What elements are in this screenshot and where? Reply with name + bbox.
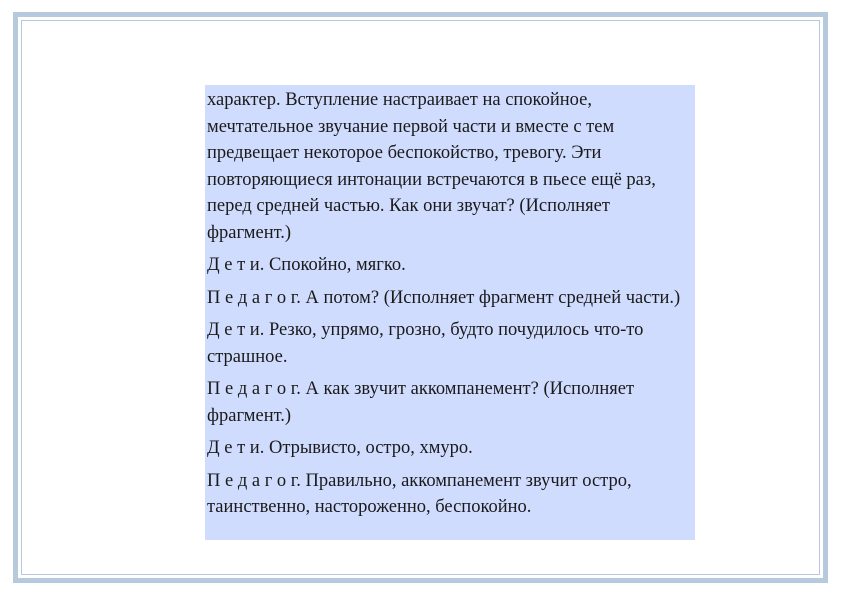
paragraph-teacher-2	[207, 376, 695, 429]
paragraph-children-2	[207, 317, 695, 370]
speaker-label: Д е т и.	[207, 438, 265, 458]
paragraph-text: А потом? (Исполняет фрагмент средней части.)	[300, 287, 681, 308]
text-block	[205, 85, 695, 540]
paragraph-children-3	[207, 435, 695, 462]
paragraph-text: Правильно, аккомпанемент звучит остро, таинственно, настороженно, беспокойно.	[207, 470, 632, 517]
speaker-label: Д е т и.	[207, 320, 265, 340]
speaker-label: Д е т и.	[207, 255, 265, 275]
speaker-label: П е д а г о г.	[207, 287, 301, 308]
paragraph-text: Резко, упрямо, грозно, будто почудилось что-то страшное.	[207, 320, 644, 367]
paragraph-text: Спокойно, мягко.	[264, 255, 406, 275]
paragraph-text: А как звучит аккомпанемент? (Исполняет фрагмент.)	[207, 379, 635, 426]
paragraph-teacher-3	[207, 468, 695, 521]
paragraph-text: характер. Вступление настраивает на спокойное, мечтательное звучание первой части и вместе с тем предвещает некоторое беспокойство, тревогу. Эти повторяющиеся интонации встречаются в пьесе ещё раз, перед средней частью. Как они звучат? (Исполняет фрагмент.)	[207, 90, 656, 243]
speaker-label: П е д а г о г.	[207, 470, 301, 491]
paragraph-text: Отрывисто, остро, хмуро.	[264, 438, 473, 458]
paragraph-teacher-1	[207, 285, 695, 312]
speaker-label: П е д а г о г.	[207, 379, 301, 399]
paragraph-intro	[207, 87, 695, 246]
paragraph-children-1	[207, 252, 695, 279]
